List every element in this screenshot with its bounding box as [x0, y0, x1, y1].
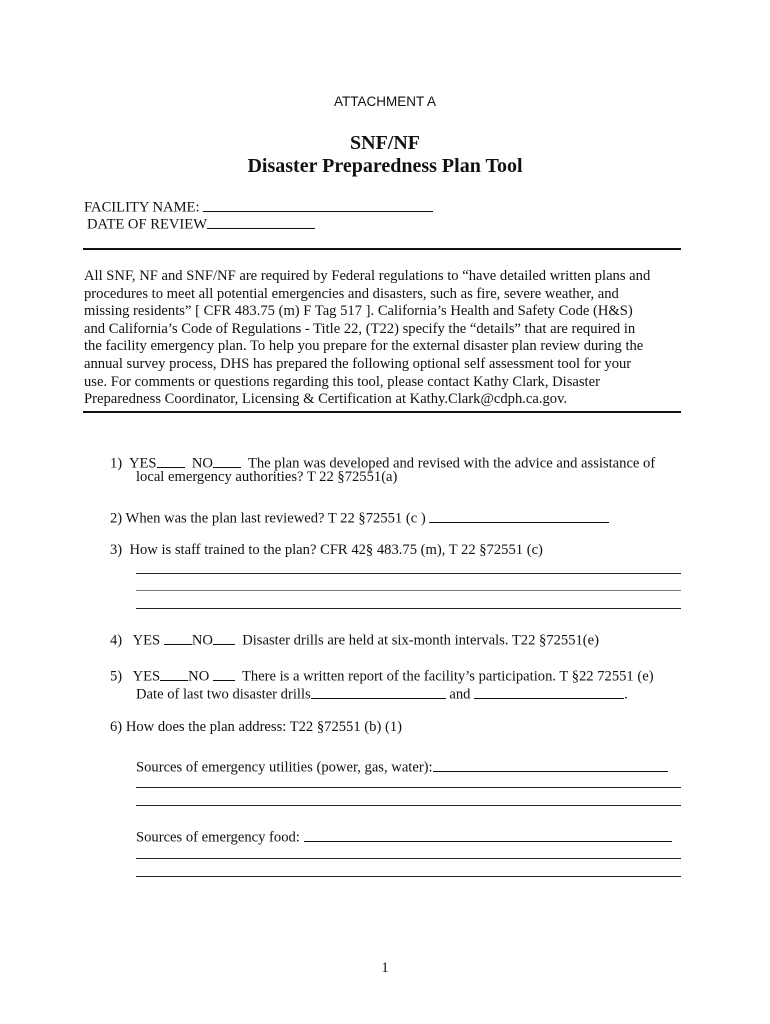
- drill-date-2[interactable]: [474, 683, 624, 699]
- question-1-cont: local emergency authorities? T 22 §72551(a): [136, 469, 398, 485]
- intro-line: annual survey process, DHS has prepared the following optional self assessment tool for your: [84, 355, 632, 372]
- intro-line: the facility emergency plan. To help you prepare for the external disaster plan review during the: [84, 338, 644, 355]
- drill-date-1[interactable]: [311, 683, 446, 699]
- intro-paragraph: [84, 268, 684, 409]
- page-number: 1: [381, 960, 389, 976]
- q2-blank[interactable]: [429, 507, 609, 523]
- food-blank[interactable]: [304, 826, 672, 842]
- intro-line: missing residents” [ CFR 483.75 (m) F Tag 517 ]. California’s Health and Safety Code (H&S): [84, 303, 633, 320]
- q5-no-blank[interactable]: [213, 665, 235, 681]
- question-5: 5) YES NO There is a written report of the facility’s participation. T §22 72551 (e): [110, 665, 654, 686]
- divider: [83, 411, 681, 413]
- q3-answer-line[interactable]: [136, 573, 681, 574]
- divider: [83, 248, 681, 250]
- facility-name-label: FACILITY NAME:: [84, 199, 200, 216]
- q4-yes-blank[interactable]: [164, 629, 192, 645]
- utilities-answer-line[interactable]: [136, 787, 681, 788]
- intro-line: Preparedness Coordinator, Licensing & Certification at Kathy.Clark@cdph.ca.gov.: [84, 391, 568, 408]
- q1-no-blank[interactable]: [213, 452, 241, 468]
- utilities-field: Sources of emergency utilities (power, gas, water):: [136, 756, 668, 777]
- q3-answer-line[interactable]: [136, 608, 681, 609]
- question-1: 1) YES NO The plan was developed and revised with the advice and assistance of: [110, 452, 655, 473]
- q5-yes-blank[interactable]: [160, 665, 188, 681]
- food-answer-line[interactable]: [136, 858, 681, 859]
- intro-line: and California’s Code of Regulations - Title 22, (T22) specify the “details” that are required in: [84, 320, 636, 337]
- q4-no-blank[interactable]: [213, 629, 235, 645]
- food-field: Sources of emergency food:: [136, 826, 672, 847]
- date-of-review-field[interactable]: [87, 213, 315, 234]
- utilities-answer-line[interactable]: [136, 805, 681, 806]
- food-answer-line[interactable]: [136, 876, 681, 877]
- utilities-blank[interactable]: [433, 756, 668, 772]
- question-4: 4) YES NO Disaster drills are held at six-month intervals. T22 §72551(e): [110, 629, 599, 650]
- intro-line: procedures to meet all potential emergencies and disasters, such as fire, severe weather, and: [84, 285, 619, 302]
- intro-line: All SNF, NF and SNF/NF are required by Federal regulations to “have detailed written plans and: [84, 268, 651, 284]
- date-of-review-label: DATE OF REVIEW: [87, 216, 207, 233]
- q3-answer-line[interactable]: [136, 590, 681, 591]
- intro-line: use. For comments or questions regarding this tool, please contact Kathy Clark, Disaster: [84, 373, 600, 390]
- question-2: 2) When was the plan last reviewed? T 22 §72551 (c ): [110, 507, 609, 528]
- question-3: 3) How is staff trained to the plan? CFR 42§ 483.75 (m), T 22 §72551 (c): [110, 542, 543, 558]
- question-5-cont: Date of last two disaster drills and .: [136, 683, 628, 704]
- doc-subtitle: Disaster Preparedness Plan Tool: [247, 155, 523, 177]
- q1-yes-blank[interactable]: [157, 452, 185, 468]
- question-6: 6) How does the plan address: T22 §72551 (b) (1): [110, 719, 402, 735]
- attachment-label: ATTACHMENT A: [333, 94, 436, 109]
- doc-title: SNF/NF: [350, 132, 420, 154]
